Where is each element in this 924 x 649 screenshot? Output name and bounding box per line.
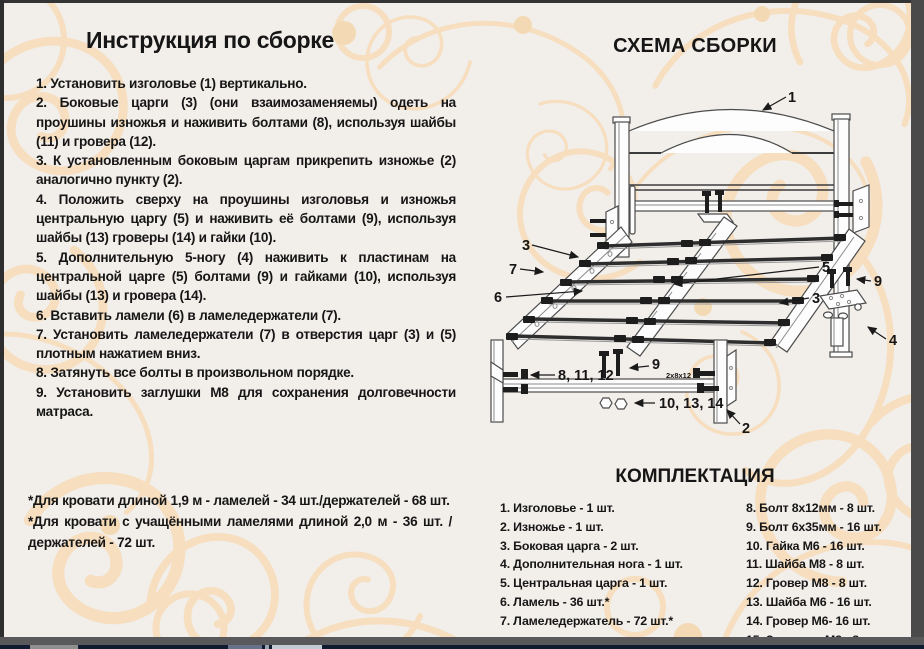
taskbar-item[interactable] xyxy=(265,645,269,649)
parts-item: 11. Шайба М8 - 8 шт. xyxy=(746,557,865,572)
window-right-edge[interactable] xyxy=(911,0,924,638)
window-top-edge xyxy=(0,0,924,3)
instructions-title: Инструкция по сборке xyxy=(85,27,335,53)
footnote: *Для кровати с учащёнными ламелями длиной 2,0 м - 36 шт. /держателей - 72 шт. xyxy=(28,514,452,550)
parts-item: 9. Болт 6х35мм - 16 шт. xyxy=(746,519,882,534)
instruction-step: 9. Установить заглушки М8 для сохранения долговечности матраса. xyxy=(36,384,456,420)
callout-label: 4 xyxy=(889,333,898,349)
taskbar-item[interactable] xyxy=(228,645,262,649)
callout-label: 5 xyxy=(822,260,831,276)
callout-label: 10, 13, 14 xyxy=(659,396,724,412)
instruction-step: 1. Установить изголовье (1) вертикально. xyxy=(36,76,307,91)
parts-item: 3. Боковая царга - 2 шт. xyxy=(500,538,639,553)
parts-list-right-column xyxy=(746,499,914,649)
instruction-step: 7. Установить ламеледержатели (7) в отверстия царг (3) и (5) плотным нажатием вниз. xyxy=(36,326,456,362)
callout-label: 9 xyxy=(652,357,661,373)
taskbar-item[interactable] xyxy=(30,645,78,649)
callout-label: 2 xyxy=(742,421,751,437)
instruction-step: 4. Положить сверху на проушины изголовья и изножья центральную царгу (5) и наживить её болтами (9), используя шайбы (13) гроверы (14) и гайки (10). xyxy=(36,191,456,246)
callout-label: 3 xyxy=(812,291,821,307)
parts-item: 10. Гайка М6 - 16 шт. xyxy=(746,538,865,553)
instruction-step: 3. К установленным боковым царгам прикрепить изножье (2) аналогично пункту (2). xyxy=(36,153,456,188)
callout-label: 2х8х12 xyxy=(666,371,692,380)
callout-label: 9 xyxy=(874,274,883,290)
parts-item: 7. Ламеледержатель - 72 шт.* xyxy=(500,613,673,628)
instruction-step: 6. Вставить ламели (6) в ламеледержатели (7). xyxy=(36,307,341,323)
assembly-scheme-diagram xyxy=(450,82,920,454)
parts-item: 1. Изголовье - 1 шт. xyxy=(500,501,615,515)
callout-label: 6 xyxy=(494,290,503,306)
parts-item: 14. Гровер М6- 16 шт. xyxy=(746,613,871,628)
footnotes xyxy=(28,490,452,553)
instruction-step: 5. Дополнительную 5-ногу (4) наживить к пластинам на центральной царге (5) болтами (9) и гайками (10), используя шайбы (13) и гровера (14). xyxy=(36,249,456,304)
instruction-step: 8. Затянуть все болты в произвольном порядке. xyxy=(36,365,354,381)
parts-item: 4. Дополнительная нога - 1 шт. xyxy=(500,557,683,572)
callout-label: 3 xyxy=(522,238,531,254)
parts-item: 5. Центральная царга - 1 шт. xyxy=(500,576,668,591)
instruction-steps xyxy=(36,74,456,421)
callout-label: 8, 11, 12 xyxy=(558,368,614,384)
parts-item: 13. Шайба М6 - 16 шт. xyxy=(746,594,872,609)
parts-item: 6. Ламель - 36 шт.* xyxy=(500,594,610,609)
parts-list-title: КОМПЛЕКТАЦИЯ xyxy=(615,466,775,487)
parts-item: 2. Изножье - 1 шт. xyxy=(500,519,604,534)
callout-label: 7 xyxy=(509,262,518,278)
parts-item: 12. Гровер М8 - 8 шт. xyxy=(746,576,867,591)
instruction-step: 2. Боковые царги (3) (они взаимозаменяемы) одеть на проушины изножья и наживить болтами (8), используя шайбы (11) и гровера (12). xyxy=(36,95,456,149)
parts-item: 8. Болт 8х12мм - 8 шт. xyxy=(746,501,875,515)
scheme-title: СХЕМА СБОРКИ xyxy=(613,35,777,57)
taskbar-item[interactable] xyxy=(272,645,322,649)
taskbar-strip[interactable] xyxy=(0,645,924,649)
callout-label: 1 xyxy=(788,90,797,106)
footnote: *Для кровати длиной 1,9 м - ламелей - 34 шт./держателей - 68 шт. xyxy=(28,493,450,508)
window-bottom-bar[interactable] xyxy=(0,637,924,645)
window-left-edge xyxy=(0,0,4,638)
parts-list-left-column xyxy=(500,499,742,631)
